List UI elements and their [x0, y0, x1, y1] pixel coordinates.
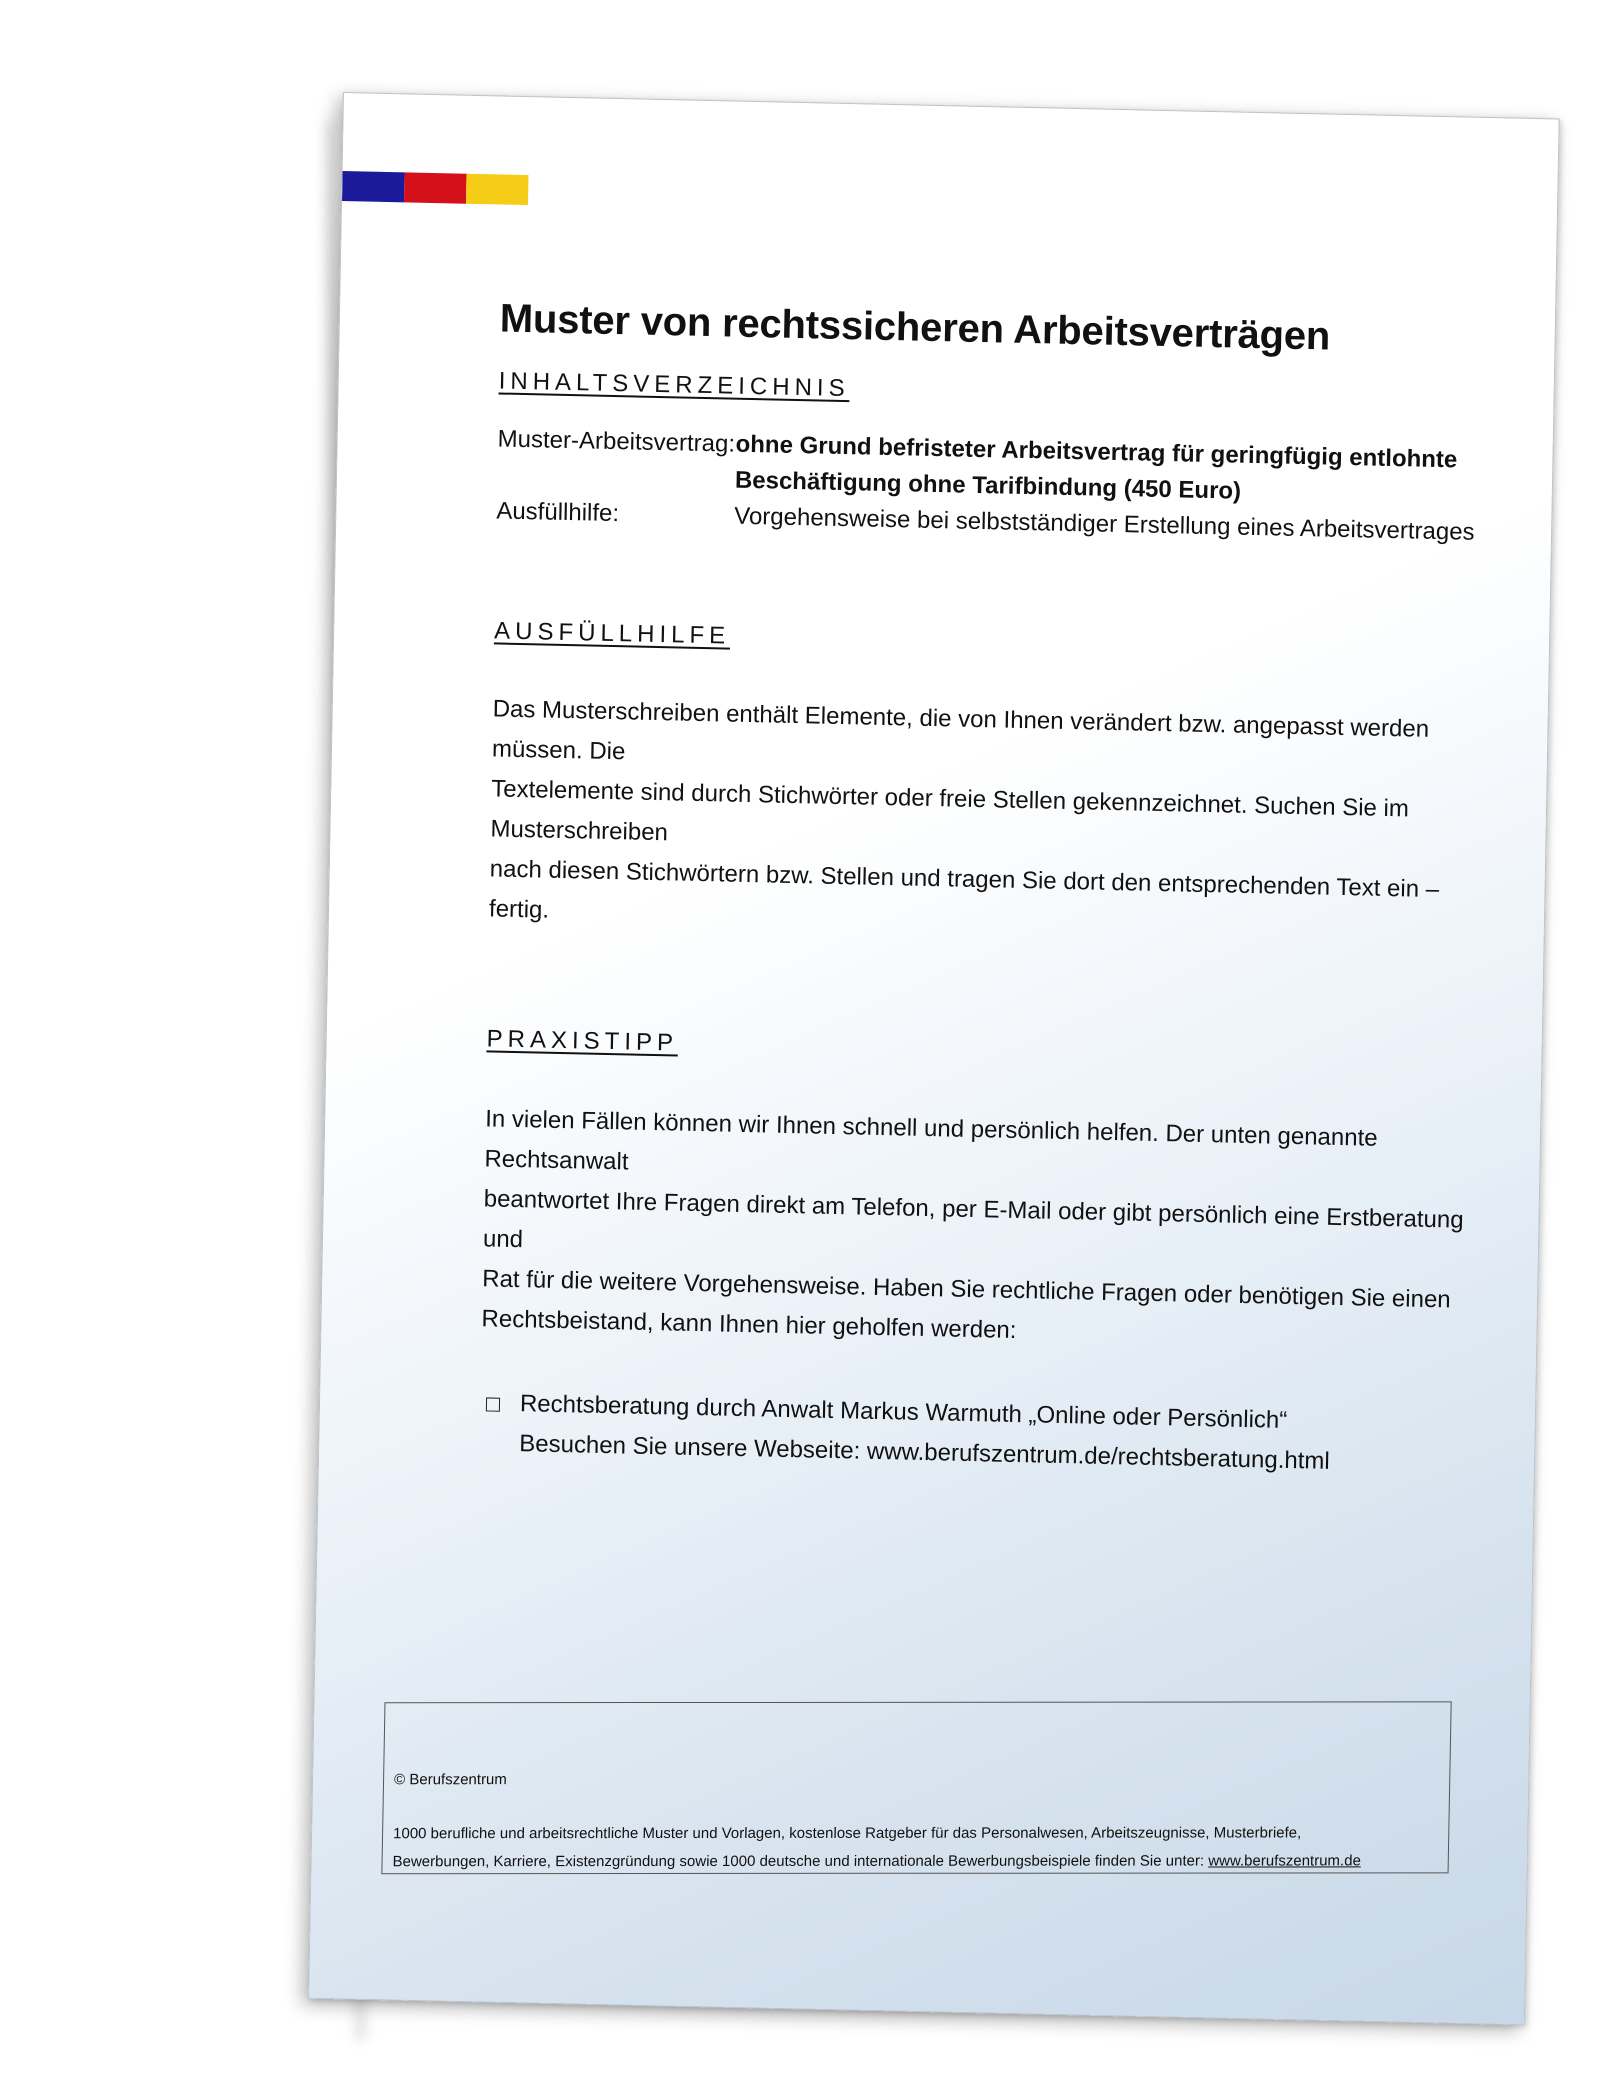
paragraph-line: Das Musterschreiben enthält Elemente, die von Ihnen verändert bzw. angepasst werden müssen. Die [491, 695, 1430, 766]
list-item-line: Rechtsberatung durch Anwalt Markus Warmuth „Online oder Persönlich“ [519, 1390, 1288, 1434]
footer-box [381, 1701, 1451, 1874]
toc-value-line: Beschäftigung ohne Tarifbindung (450 Euro) [734, 466, 1242, 505]
toc-value: Vorgehensweise bei selbstständiger Erstellung eines Arbeitsvertrages [734, 502, 1475, 546]
toc-label: Muster-Arbeitsvertrag: [497, 425, 736, 458]
color-flag-logo [342, 171, 529, 205]
paragraph-line: Textelemente sind durch Stichwörter oder freie Stellen gekennzeichnet. Suchen Sie im Musterschreiben [490, 775, 1410, 847]
toc-label: Ausfüllhilfe: [496, 497, 620, 528]
flag-blue-stripe [342, 171, 405, 202]
paragraph-line: Rat für die weitere Vorgehensweise. Haben Sie rechtliche Fragen oder benötigen Sie einen [482, 1265, 1451, 1314]
footer-website-link[interactable]: www.berufszentrum.de [1208, 1852, 1362, 1870]
ausfuellhilfe-paragraph [489, 689, 1503, 951]
toc-value-line: ohne Grund befristeter Arbeitsvertrag für geringfügig entlohnte [735, 430, 1458, 474]
checkbox-bullet-icon [486, 1397, 500, 1411]
praxistipp-paragraph [481, 1099, 1495, 1361]
ausfuellhilfe-heading: AUSFÜLLHILFE [493, 617, 731, 650]
list-item-text [519, 1384, 1331, 1482]
flag-yellow-stripe [466, 174, 529, 205]
list-item-line: Besuchen Sie unsere Webseite: www.berufszentrum.de/rechtsberatung.html [519, 1430, 1330, 1475]
footer-text-line: 1000 berufliche und arbeitsrechtliche Muster und Vorlagen, kostenlose Ratgeber für das Personalwesen, Arbeitszeugnisse, Musterbriefe, [392, 1824, 1302, 1843]
footer-copyright: © Berufszentrum [393, 1771, 508, 1789]
document-page [308, 92, 1560, 2025]
praxistipp-heading: PRAXISTIPP [486, 1025, 679, 1057]
footer-text-line [392, 1852, 1361, 1870]
paragraph-line: nach diesen Stichwörtern bzw. Stellen und tragen Sie dort den entsprechenden Text ein – fertig. [488, 855, 1440, 924]
document-content [479, 296, 1510, 1485]
flag-red-stripe [404, 172, 467, 203]
paragraph-line: In vielen Fällen können wir Ihnen schnell und persönlich helfen. Der unten genannte Rechtsanwalt [484, 1105, 1378, 1176]
paragraph-line: Rechtsbeistand, kann Ihnen hier geholfen werden: [481, 1305, 1017, 1344]
document-title: Muster von rechtssicheren Arbeitsverträgen [499, 296, 1331, 359]
paragraph-line: beantwortet Ihre Fragen direkt am Telefon, per E-Mail oder gibt persönlich eine Erstberatung und [482, 1185, 1464, 1254]
toc-heading: INHALTSVERZEICHNIS [498, 367, 850, 403]
footer-text-prefix: Bewerbungen, Karriere, Existenzgründung sowie 1000 deutsche und internationale Bewerbungsbeispiele finden Sie unter: [392, 1852, 1209, 1871]
